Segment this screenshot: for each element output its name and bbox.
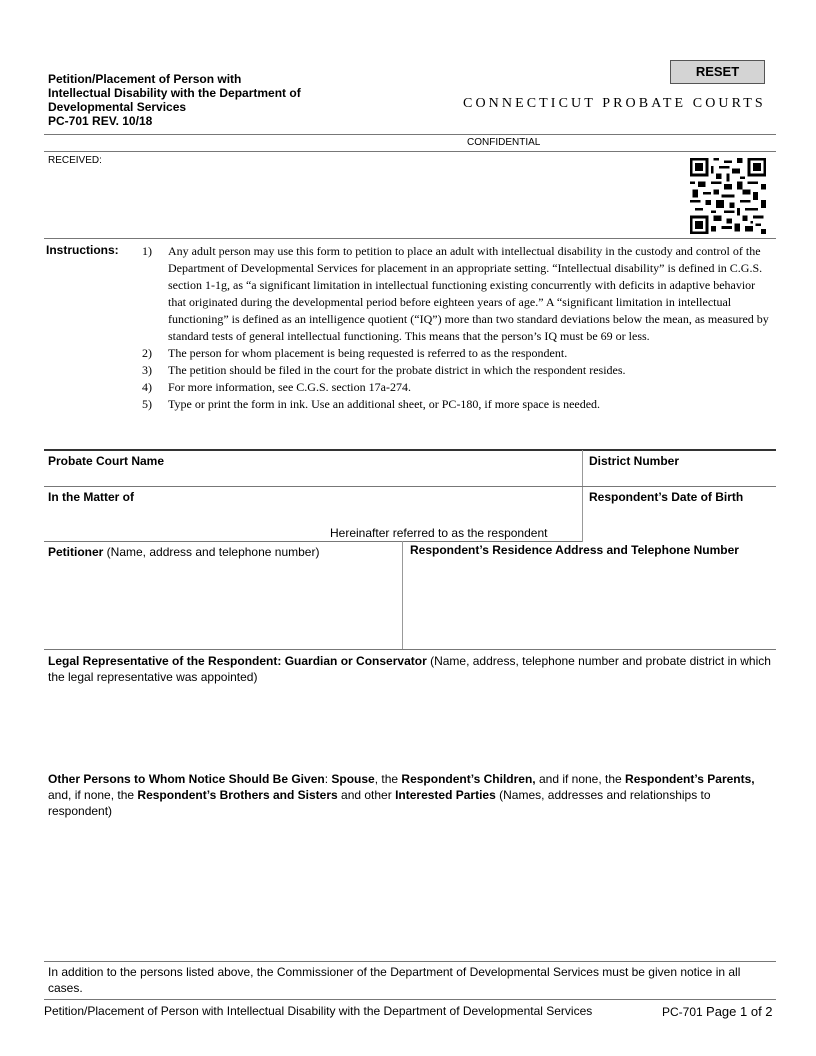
- label-text: and if none, the: [535, 772, 626, 786]
- form-top-border: [44, 449, 776, 451]
- instruction-number: 1): [142, 244, 152, 258]
- label-text: and, if none, the: [48, 788, 138, 802]
- legal-rep-label: [48, 653, 774, 685]
- label-text: and other: [337, 788, 396, 802]
- divider: [44, 238, 776, 239]
- label-text: :: [324, 772, 332, 786]
- form-number: PC-701 REV. 10/18: [48, 114, 153, 128]
- instruction-text: The person for whom placement is being requested is referred to as the respondent.: [168, 346, 568, 360]
- probate-court-name-input[interactable]: [46, 469, 580, 488]
- divider: [44, 151, 776, 152]
- respondent-residence-textarea[interactable]: [406, 560, 776, 648]
- courts-name: CONNECTICUT PROBATE COURTS: [463, 96, 766, 111]
- respondent-dob-input[interactable]: [587, 508, 776, 530]
- in-matter-of-label: In the Matter of: [48, 490, 134, 504]
- qr-code-icon: [690, 158, 766, 234]
- respondent-residence-label: Respondent’s Residence Address and Telephone Number: [410, 543, 739, 557]
- label-text: Respondent’s Children,: [401, 772, 536, 786]
- label-text: Respondent’s Brothers and Sisters: [137, 788, 338, 802]
- divider: [44, 961, 776, 962]
- other-persons-label: [48, 771, 770, 819]
- petitioner-label: [48, 545, 319, 559]
- instruction-item: [142, 243, 774, 345]
- instruction-text: Any adult person may use this form to petition to place an adult with intellectual disability in the custody and control of the Department of Developmental Services for placement in an appropriate setting. “Intellectual disability” is defined in C.G.S. section 1-1g, as “a significant limitation in intellectual functioning existing concurrently with deficits in adaptive behavior that originated during the developmental period before eighteen years of age.” A “significant limitation in intellectual functioning” is defined as an intelligence quotient (“IQ”) more than two standard deviations below the mean, as measured by standard tests of general intellectual functioning. This means that the person’s IQ must be 69 or less.: [168, 244, 769, 343]
- instruction-item: [142, 396, 774, 413]
- footer-page-number: Page 1 of 2: [706, 1004, 773, 1019]
- in-matter-of-input[interactable]: [46, 506, 580, 526]
- probate-court-name-label: Probate Court Name: [48, 454, 165, 468]
- instruction-text: The petition should be filed in the court for the probate district in which the respondent resides.: [168, 363, 626, 377]
- confidential-label: CONFIDENTIAL: [467, 137, 541, 148]
- form-title-line: Developmental Services: [48, 100, 187, 114]
- divider: [402, 541, 403, 649]
- label-text: , the: [374, 772, 402, 786]
- other-persons-heading: Other Persons to Whom Notice Should Be Given: [48, 772, 325, 786]
- form-title-line: Intellectual Disability with the Department of: [48, 86, 301, 100]
- other-persons-textarea[interactable]: [46, 822, 776, 960]
- instruction-number: 4): [142, 380, 152, 394]
- instructions-list: [142, 243, 774, 413]
- divider: [44, 134, 776, 135]
- form-title-line: Petition/Placement of Person with: [48, 72, 242, 86]
- petitioner-textarea[interactable]: [46, 562, 400, 648]
- legal-rep-label-detail: (Name, address, telephone number and probate district in which the legal representative was appointed): [48, 654, 771, 684]
- respondent-dob-label: Respondent’s Date of Birth: [589, 490, 744, 504]
- instruction-number: 3): [142, 363, 152, 377]
- received-label: RECEIVED:: [48, 155, 102, 166]
- commissioner-note: In addition to the persons listed above, the Commissioner of the Department of Developmental Services must be given notice in all cases.: [48, 965, 741, 995]
- divider: [44, 999, 776, 1000]
- petitioner-label-detail: (Name, address and telephone number): [103, 545, 320, 559]
- instruction-number: 2): [142, 346, 152, 360]
- legal-rep-label-bold: Legal Representative of the Respondent: Guardian or Conservator: [48, 654, 427, 668]
- district-number-label: District Number: [589, 454, 680, 468]
- instruction-text: Type or print the form in ink. Use an additional sheet, or PC-180, if more space is needed.: [168, 397, 601, 411]
- divider: [44, 541, 582, 542]
- district-number-input[interactable]: [587, 469, 776, 488]
- divider: [44, 649, 776, 650]
- footer-title: Petition/Placement of Person with Intellectual Disability with the Department of Developmental Services: [44, 1004, 593, 1018]
- petitioner-label-bold: Petitioner: [48, 545, 104, 559]
- label-text: (Names, addresses and relationships to respondent): [48, 788, 711, 818]
- instruction-number: 5): [142, 397, 152, 411]
- footer-form-number: PC-701: [662, 1005, 703, 1019]
- label-text: Interested Parties: [395, 788, 496, 802]
- form-title: [48, 72, 378, 128]
- divider: [582, 450, 583, 542]
- instruction-text: For more information, see C.G.S. section 17a-274.: [168, 380, 411, 394]
- hereinafter-note: Hereinafter referred to as the respondent: [330, 526, 548, 540]
- reset-button[interactable]: RESET: [670, 60, 765, 84]
- instructions-label: Instructions:: [46, 243, 119, 257]
- instruction-item: [142, 379, 774, 396]
- footer-page-info: [662, 1004, 773, 1019]
- label-text: Spouse: [331, 772, 375, 786]
- legal-rep-textarea[interactable]: [46, 688, 776, 770]
- instruction-item: [142, 345, 774, 362]
- instruction-item: [142, 362, 774, 379]
- label-text: Respondent’s Parents,: [625, 772, 755, 786]
